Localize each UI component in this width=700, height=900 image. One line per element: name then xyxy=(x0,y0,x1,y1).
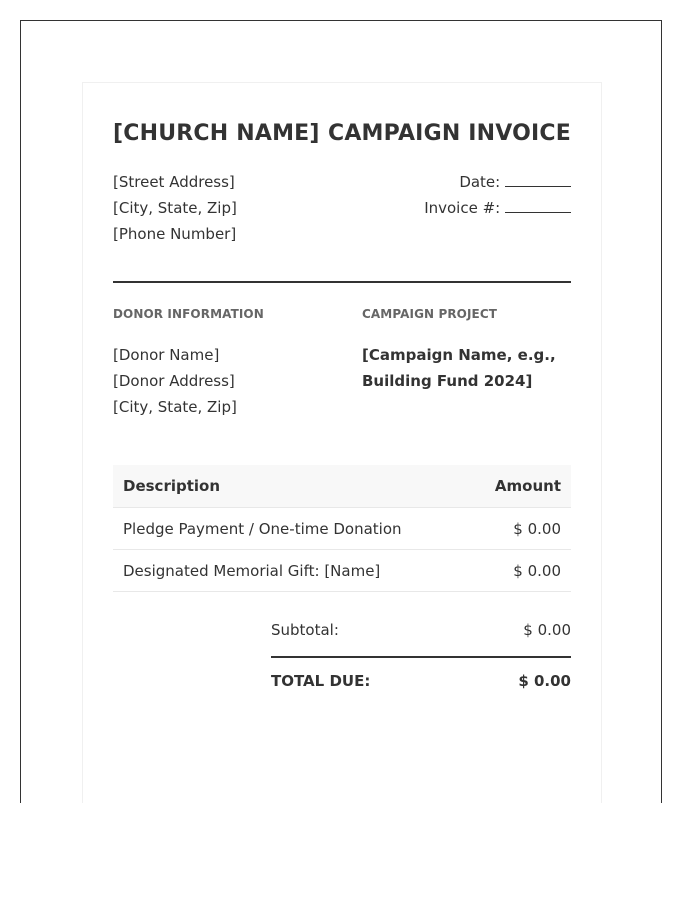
subtotal-label: Subtotal: xyxy=(271,621,339,639)
church-address xyxy=(113,169,237,247)
total-due-label: TOTAL DUE: xyxy=(271,672,371,690)
invoice-number-line xyxy=(424,195,571,221)
campaign-section-label: CAMPAIGN PROJECT xyxy=(362,307,498,321)
donor-campaign-info xyxy=(113,306,571,420)
date-blank-line xyxy=(505,172,571,187)
description-header: Description xyxy=(113,465,468,508)
donor-details xyxy=(113,342,362,420)
donor-section xyxy=(113,306,362,420)
table-header-row xyxy=(113,465,571,508)
invoice-header xyxy=(113,113,571,155)
address-and-meta xyxy=(113,169,571,247)
campaign-name-line1: [Campaign Name, e.g., xyxy=(362,346,556,364)
table-row xyxy=(113,508,571,550)
invoice-number-blank-line xyxy=(505,198,571,213)
invoice-content xyxy=(113,113,571,691)
document-title: CAMPAIGN INVOICE xyxy=(327,121,571,146)
church-city-state-zip: [City, State, Zip] xyxy=(113,199,237,217)
row-amount: $ 0.00 xyxy=(468,550,571,592)
donor-city-state-zip: [City, State, Zip] xyxy=(113,398,237,416)
campaign-name-line2: Building Fund 2024] xyxy=(362,372,533,390)
date-line xyxy=(424,169,571,195)
invoice-page xyxy=(82,82,602,803)
row-amount: $ 0.00 xyxy=(468,508,571,550)
document-viewport xyxy=(20,20,662,803)
total-due-value: $ 0.00 xyxy=(518,672,571,690)
campaign-section xyxy=(362,306,571,420)
invoice-number-label: Invoice #: xyxy=(424,199,501,217)
invoice-meta xyxy=(424,169,571,247)
row-description: Designated Memorial Gift: [Name] xyxy=(113,550,468,592)
subtotal-value: $ 0.00 xyxy=(523,621,571,639)
date-label: Date: xyxy=(459,173,501,191)
total-due-row xyxy=(271,671,571,691)
donor-address: [Donor Address] xyxy=(113,372,235,390)
line-items-table xyxy=(113,465,571,592)
header-divider xyxy=(113,281,571,283)
church-name: [CHURCH NAME] xyxy=(113,121,320,146)
row-description: Pledge Payment / One-time Donation xyxy=(113,508,468,550)
amount-header: Amount xyxy=(468,465,571,508)
campaign-details xyxy=(362,342,571,394)
donor-name: [Donor Name] xyxy=(113,346,220,364)
church-street: [Street Address] xyxy=(113,173,235,191)
table-row xyxy=(113,550,571,592)
donor-section-label: DONOR INFORMATION xyxy=(113,307,264,321)
church-phone: [Phone Number] xyxy=(113,225,237,243)
subtotal-row xyxy=(271,620,571,658)
totals-section xyxy=(271,620,571,691)
